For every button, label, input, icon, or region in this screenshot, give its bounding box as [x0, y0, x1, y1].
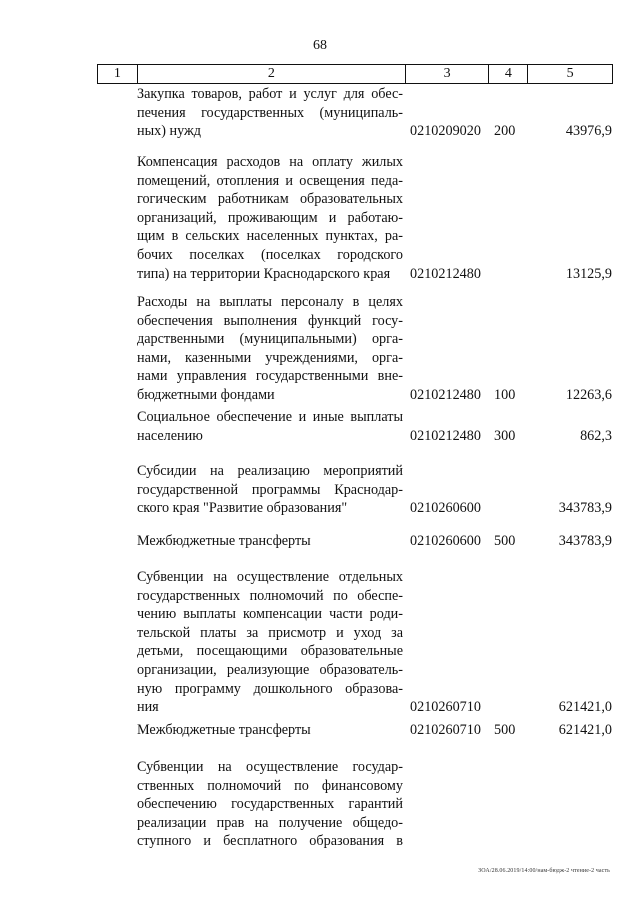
- row-amount: 13125,9: [565, 265, 612, 282]
- row-description-line: нами управления государственными вне-: [137, 368, 403, 385]
- row-description: [137, 408, 403, 445]
- row-code: 0210260710: [410, 699, 481, 716]
- row-description-line: печения государственных (муниципаль-: [137, 104, 403, 121]
- row-description-line: организаций, проживающим и работаю-: [137, 209, 403, 226]
- row-description-line: чению выплаты компенсации части роди-: [137, 606, 403, 623]
- row-description: [137, 758, 403, 851]
- row-expense-type: 500: [494, 533, 516, 549]
- row-amount: 862,3: [580, 427, 612, 444]
- header-col-3: 3: [406, 65, 490, 83]
- row-expense-type: 100: [494, 387, 516, 403]
- row-description-line: ского края "Развитие образования": [137, 500, 348, 517]
- row-code: 0210212480: [410, 265, 481, 282]
- row-expense-type: 300: [494, 427, 516, 444]
- row-description-line: Субвенции на осуществление отдельных: [137, 569, 403, 585]
- row-description: [137, 85, 403, 141]
- row-description-line: Компенсация расходов на оплату жилых: [137, 154, 403, 170]
- row-description-line: реализации прав на получение общедо-: [137, 814, 403, 831]
- row-description-line: Субвенции на осуществление государ-: [137, 759, 403, 775]
- row-code: 0210260600: [410, 500, 481, 517]
- row-description-line: Межбюджетные трансферты: [137, 533, 311, 549]
- row-code: 0210260600: [410, 533, 481, 549]
- row-description: [137, 568, 403, 717]
- row-description-line: бочих поселках (поселках городского: [137, 246, 403, 263]
- row-description-line: дарственными (муниципальными) орга-: [137, 331, 403, 348]
- row-description-line: типа) на территории Краснодарского края: [137, 265, 391, 282]
- row-description-line: тельской платы за присмотр и уход за: [137, 624, 403, 641]
- row-description-line: населению: [137, 427, 203, 444]
- row-amount: 12263,6: [565, 387, 612, 403]
- row-amount: 343783,9: [558, 500, 612, 517]
- table-header: [97, 64, 613, 84]
- header-col-1: 1: [98, 65, 138, 83]
- row-amount: 621421,0: [558, 699, 612, 716]
- row-description: [137, 462, 403, 518]
- row-description-line: Расходы на выплаты персоналу в целях: [137, 294, 403, 310]
- row-amount: 43976,9: [565, 123, 612, 140]
- row-code: 0210260710: [410, 722, 481, 738]
- row-description-line: Межбюджетные трансферты: [137, 722, 311, 738]
- header-col-2: 2: [138, 65, 406, 83]
- row-code: 0210212480: [410, 427, 481, 444]
- row-code: 0210212480: [410, 387, 481, 403]
- row-description-line: Социальное обеспечение и иные выплаты: [137, 409, 403, 425]
- row-description-line: ственных полномочий по финансовому: [137, 777, 403, 794]
- row-description-line: ступного и бесплатного образования в: [137, 833, 403, 850]
- footer-stamp: ЗОА/28.06.2019/14:00/нам-бюдж-2 чтение-2 часть: [478, 868, 610, 874]
- row-description-line: ния: [137, 699, 159, 716]
- row-expense-type: 200: [494, 123, 516, 140]
- row-amount: 621421,0: [558, 722, 612, 738]
- row-description-line: нами, казенными учреждениями, орга-: [137, 349, 403, 366]
- row-description: [137, 153, 403, 283]
- row-description-line: обеспечению государственных гарантий: [137, 796, 403, 813]
- row-description-line: государственных полномочий по обеспе-: [137, 587, 403, 604]
- row-amount: 343783,9: [558, 533, 612, 549]
- row-code: 0210209020: [410, 123, 481, 140]
- row-description-line: ных) нужд: [137, 123, 202, 140]
- page-number: 68: [313, 38, 327, 53]
- row-description-line: Субсидии на реализацию мероприятий: [137, 463, 403, 479]
- row-description-line: организации, реализующие образователь-: [137, 661, 403, 678]
- row-description-line: детьми, посещающими образовательные: [137, 643, 403, 660]
- row-description-line: щим в сельских населенных пунктах, ра-: [137, 228, 403, 245]
- row-description-line: государственной программы Краснодар-: [137, 481, 403, 498]
- row-expense-type: 500: [494, 722, 516, 738]
- row-description-line: ную программу дошкольного образова-: [137, 680, 403, 697]
- row-description: [137, 721, 403, 740]
- row-description: [137, 293, 403, 405]
- row-description: [137, 532, 403, 551]
- header-col-4: 4: [489, 65, 528, 83]
- row-description-line: помещений, отопления и освещения педа-: [137, 172, 403, 189]
- row-description-line: обеспечения выполнения функций госу-: [137, 312, 403, 329]
- row-description-line: Закупка товаров, работ и услуг для обес-: [137, 86, 403, 102]
- row-description-line: бюджетными фондами: [137, 386, 275, 403]
- row-description-line: гогическим работникам образовательных: [137, 191, 403, 208]
- header-col-5: 5: [566, 66, 574, 81]
